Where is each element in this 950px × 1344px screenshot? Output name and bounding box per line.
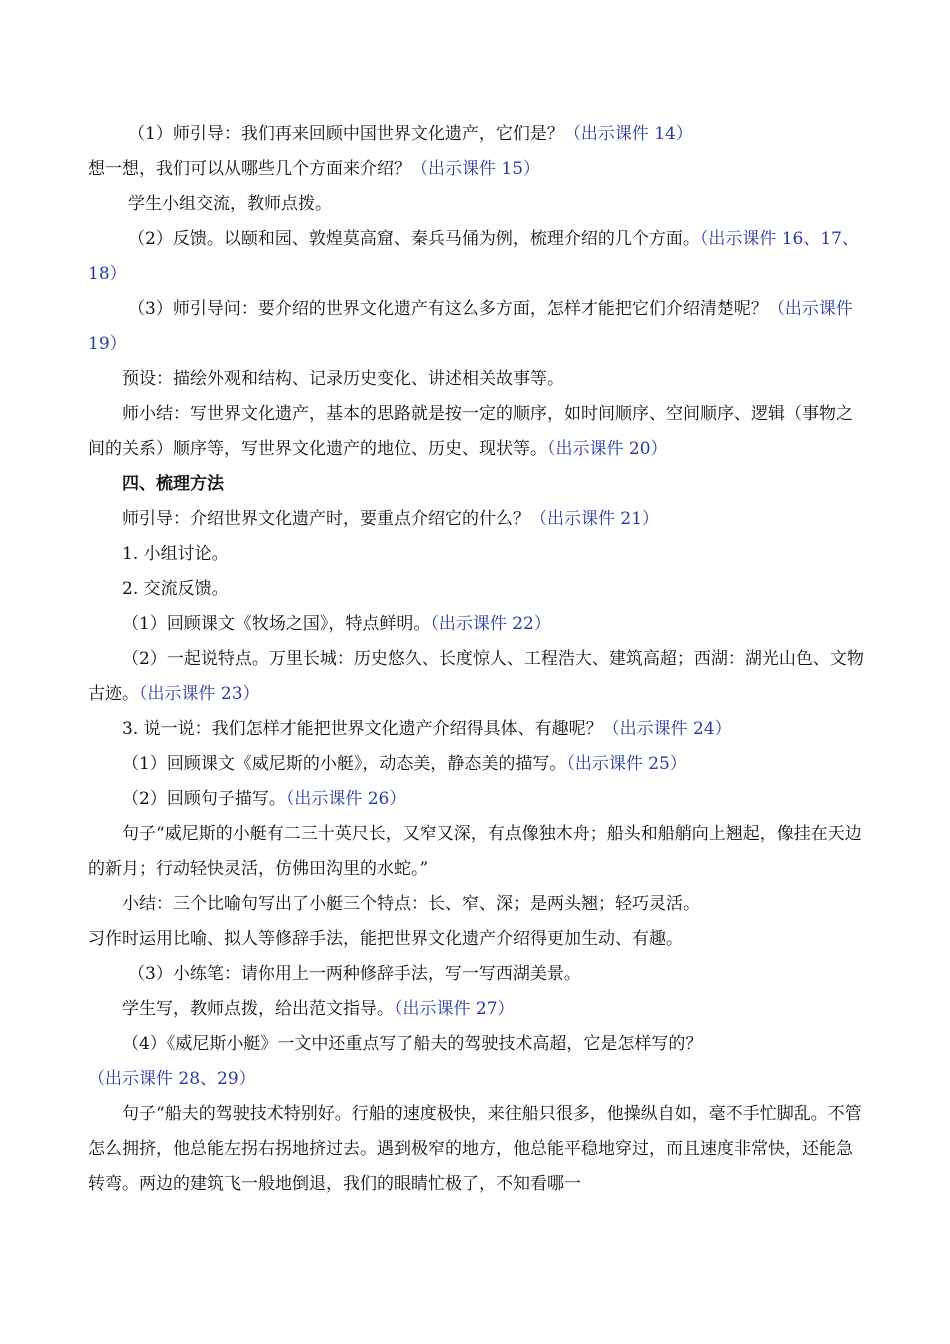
paragraph-1: （1）师引导：我们再来回顾中国世界文化遗产，它们是？（出示课件 14） [128,124,693,144]
courseware-ref: （出示课件 26） [285,789,407,809]
courseware-ref: （出示课件 22） [430,614,551,634]
paragraph-3: 学生小组交流，教师点拨。 [128,194,332,214]
courseware-ref: （出示课件 19） [88,299,853,354]
paragraph-5: （3）师引导问：要介绍的世界文化遗产有这么多方面，怎样才能把它们介绍清楚呢？（出示课件 19） [88,299,853,354]
paragraph-9: 师引导：介绍世界文化遗产时，要重点介绍它的什么？（出示课件 21） [122,509,660,529]
paragraph-12: （1）回顾课文《牧场之国》，特点鲜明。（出示课件 22） [122,614,551,634]
paragraph-22: （4）《威尼斯小艇》一文中还重点写了船夫的驾驶技术高超，它是怎样写的？（出示课件 28、29） [88,1034,703,1089]
courseware-ref: （出示课件 24） [602,719,732,739]
courseware-ref: （出示课件 20） [547,439,668,459]
paragraph-10: 1. 小组讨论。 [122,544,229,564]
paragraph-7: 师小结：写世界文化遗产，基本的思路就是按一定的顺序，如时间顺序、空间顺序、逻辑（事物之间的关系）顺序等，写世界文化遗产的地位、历史、现状等。（出示课件 20） [88,404,853,459]
paragraph-20: （3）小练笔：请你用上一两种修辞手法，写一写西湖美景。 [128,964,581,984]
paragraph-18: 小结：三个比喻句写出了小艇三个特点：长、窄、深；是两头翘；轻巧灵活。 [122,894,700,914]
courseware-ref: （出示课件 16、17、18） [88,229,859,284]
paragraph-17: 句子“威尼斯的小艇有二三十英尺长，又窄又深，有点像独木舟；船头和船艄向上翘起，像挂在天边的新月；行动轻快灵活，仿佛田沟里的水蛇。” [88,824,862,879]
paragraph-6: 预设：描绘外观和结构、记录历史变化、讲述相关故事等。 [122,369,564,389]
paragraph-2: 想一想，我们可以从哪些几个方面来介绍？（出示课件 15） [88,159,541,179]
paragraph-23: 句子“船夫的驾驶技术特别好。行船的速度极快，来往船只很多，他操纵自如，毫不手忙脚乱。不管怎么拥挤，他总能左拐右拐地挤过去。遇到极窄的地方，他总能平稳地穿过，而且速度非常快，还能急转弯。两边的建筑飞一般地倒退，我们的眼睛忙极了，不知看哪一 [88,1104,862,1194]
courseware-ref: （出示课件 14） [563,124,693,144]
document-body [88,117,868,1202]
paragraph-14: 3. 说一说：我们怎样才能把世界文化遗产介绍得具体、有趣呢？（出示课件 24） [122,719,732,739]
paragraph-21: 学生写，教师点拨，给出范文指导。（出示课件 27） [122,999,515,1019]
courseware-ref: （出示课件 21） [530,509,660,529]
courseware-ref: （出示课件 27） [394,999,515,1019]
paragraph-15: （1）回顾课文《威尼斯的小艇》，动态美，静态美的描写。（出示课件 25） [122,754,687,774]
section-heading: 四、梳理方法 [122,474,224,494]
paragraph-4: （2）反馈。以颐和园、敦煌莫高窟、秦兵马俑为例，梳理介绍的几个方面。（出示课件 16、17、18） [88,229,859,284]
courseware-ref: （出示课件 25） [566,754,687,774]
courseware-ref: （出示课件 15） [411,159,541,179]
paragraph-16: （2）回顾句子描写。（出示课件 26） [122,789,407,809]
courseware-ref: （出示课件 28、29） [88,1069,256,1089]
paragraph-19: 习作时运用比喻、拟人等修辞手法，能把世界文化遗产介绍得更加生动、有趣。 [88,929,683,949]
paragraph-11: 2. 交流反馈。 [122,579,229,599]
paragraph-13: （2）一起说特点。万里长城：历史悠久、长度惊人、工程浩大、建筑高超；西湖：湖光山色、文物古迹。（出示课件 23） [88,649,864,704]
courseware-ref: （出示课件 23） [139,684,260,704]
